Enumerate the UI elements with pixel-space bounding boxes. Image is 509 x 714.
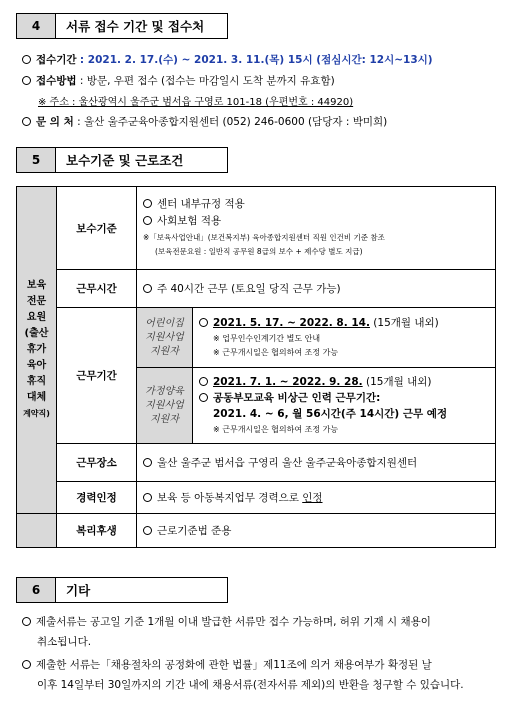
- hours-label: 근무시간: [57, 270, 137, 308]
- place-label: 근무장소: [57, 444, 137, 482]
- period-daycare-content: 2021. 5. 17. ~ 2022. 8. 14. (15개월 내외) ※ 업무인수인계기간 별도 안내 ※ 근무개시일은 협의하여 조정 가능: [193, 308, 496, 368]
- section-6-header: [16, 577, 228, 603]
- period-value: : 2021. 2. 17.(수) ~ 2021. 3. 11.(목) 15시 (점심시간: 12시~13시): [79, 54, 433, 66]
- period-label: 접수기간: [36, 54, 77, 66]
- welfare-category-blank: [17, 514, 57, 548]
- etc-item-2b: 이후 14일부터 30일까지의 기간 내에 채용서류(전자서류 제외)의 반환을 청구할 수 있습니다.: [37, 679, 464, 691]
- circle-bullet-icon: [143, 493, 152, 502]
- place-content: 울산 울주군 범서읍 구영리 울산 울주군육아종합지원센터: [137, 444, 496, 482]
- period-sub-homecare: 가정양육 지원사업 지원자: [137, 368, 193, 444]
- method-line: [22, 74, 335, 88]
- circle-bullet-icon: [22, 117, 31, 126]
- section-number: 4: [17, 14, 56, 38]
- circle-bullet-icon: [143, 216, 152, 225]
- etc-item-1a: 제출서류는 공고일 기준 1개월 이내 발급한 서류만 접수 가능하며, 허위 기재 시 채용이: [22, 615, 431, 629]
- circle-bullet-icon: [143, 458, 152, 467]
- section-number: 6: [17, 578, 56, 602]
- circle-bullet-icon: [22, 76, 31, 85]
- section-5-header: [16, 147, 228, 173]
- career-content: 보육 등 아동복지업무 경력으로 인정: [137, 482, 496, 514]
- section-title: 서류 접수 기간 및 접수처: [66, 19, 205, 34]
- method-label: 접수방법: [36, 75, 77, 87]
- period-sub-daycare: 어린이집 지원사업 지원자: [137, 308, 193, 368]
- pay-content: 센터 내부규정 적용 사회보험 적용 ※「보육사업안내」(보건복지부) 육아종합지원센터 직원 인건비 기준 참조 (보육전문요원 : 일반직 공무원 8급의 보수 + 제수당 별도 지급): [137, 187, 496, 270]
- circle-bullet-icon: [199, 377, 208, 386]
- period-line: [22, 53, 433, 67]
- circle-bullet-icon: [22, 660, 31, 669]
- address-line: ※ 주소 : 울산광역시 울주군 범서읍 구영로 101-18 (우편번호 : 44920): [38, 97, 354, 108]
- circle-bullet-icon: [22, 617, 31, 626]
- period-label: 근무기간: [57, 308, 137, 444]
- circle-bullet-icon: [22, 55, 31, 64]
- section-4-header: [16, 13, 228, 39]
- section-title: 기타: [66, 583, 91, 598]
- circle-bullet-icon: [143, 526, 152, 535]
- section-title: 보수기준 및 근로조건: [66, 153, 184, 168]
- pay-label: 보수기준: [57, 187, 137, 270]
- career-label: 경력인정: [57, 482, 137, 514]
- row-category-label: 보육 전문 요원 (출산 휴가 육아 휴직 대체 계약직): [17, 187, 57, 514]
- etc-item-1b: 취소됩니다.: [37, 636, 92, 648]
- etc-item-2a: 제출한 서류는「채용절차의 공정화에 관한 법률」제11조에 의거 채용여부가 확정된 날: [22, 658, 432, 672]
- circle-bullet-icon: [143, 199, 152, 208]
- section-number: 5: [17, 148, 56, 172]
- welfare-label: 복리후생: [57, 514, 137, 548]
- circle-bullet-icon: [199, 393, 208, 402]
- period-homecare-content: 2021. 7. 1. ~ 2022. 9. 28. (15개월 내외) 공동부모교육 비상근 인력 근무기간: 2021. 4. ~ 6, 월 56시간(주 14시간) 근무 예정 ※ 근무개시일은 협의하여 조정 가능: [193, 368, 496, 444]
- contact-line: [22, 115, 387, 129]
- contact-value: : 울산 울주군육아종합지원센터 (052) 246-0600 (담당자 : 박미희): [77, 116, 388, 128]
- contact-label: 문 의 처: [36, 116, 74, 128]
- circle-bullet-icon: [143, 284, 152, 293]
- hours-content: 주 40시간 근무 (토요일 당직 근무 가능): [137, 270, 496, 308]
- welfare-content: 근로기준법 준용: [137, 514, 496, 548]
- method-value: : 방문, 우편 접수 (접수는 마감일시 도착 분까지 유효함): [79, 75, 335, 87]
- conditions-table: [16, 186, 496, 548]
- circle-bullet-icon: [199, 318, 208, 327]
